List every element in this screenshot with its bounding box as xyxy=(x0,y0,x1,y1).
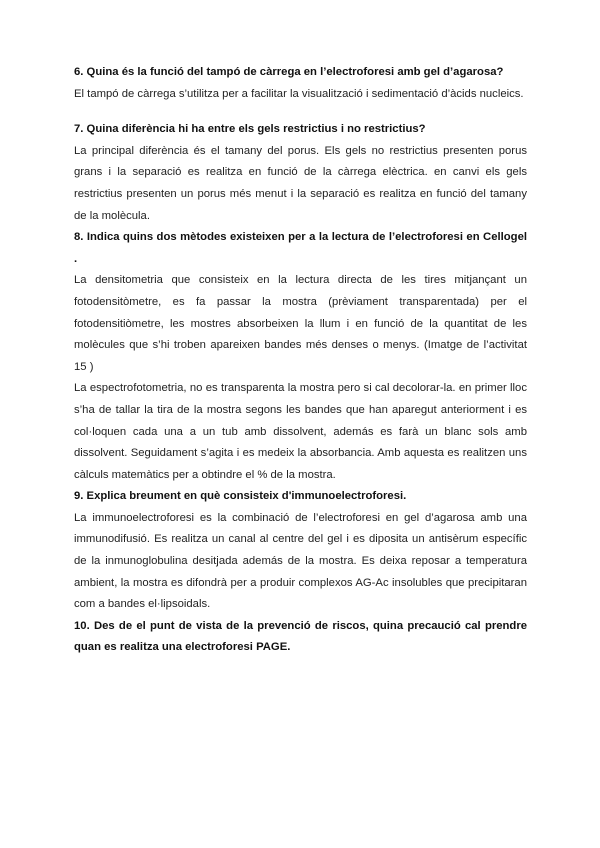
question-title: 6. Quina és la funció del tampó de càrrega en l’electroforesi amb gel d’agarosa? xyxy=(74,66,504,78)
question-title: 9. Explica breument en què consisteix d'immunoelectroforesi. xyxy=(74,490,407,503)
question-6 xyxy=(74,62,527,105)
section-spacer xyxy=(74,105,527,119)
answer-paragraph: La principal diferència és el tamany del porus. Els gels no restrictius presenten porus grans i la separació es realitza en funció de la càrrega elèctrica. en canvi els gels restrictius presenten un porus més menut i la separació es realitza en funció del tamany de la molècula. xyxy=(74,144,527,222)
question-10 xyxy=(74,616,527,659)
answer-paragraph: El tampó de càrrega s’utilitza per a facilitar la visualització i sedimentació d’àcids nucleics. xyxy=(74,87,524,100)
question-title: 8. Indica quins dos mètodes existeixen per a la lectura de l’electroforesi en Cellogel . xyxy=(74,231,527,265)
answer-paragraph: La immunoelectroforesi es la combinació de l’electroforesi en gel d’agarosa amb una immunodifusió. Es realitza un canal al centre del gel i es diposita un antisèrum específic de la inmunoglobulina desitjada además de la mostra. Es deixa reposar a temperatura ambient, la mostra es difondrà per a produir complexos AG-Ac insolubles que precipitaran com a bandes el·lipsoidals. xyxy=(74,511,527,611)
question-title: 7. Quina diferència hi ha entre els gels restrictius i no restrictius? xyxy=(74,123,426,136)
question-9 xyxy=(74,486,527,616)
answer-paragraph: La espectrofotometria, no es transparenta la mostra pero si cal decolorar-la. en primer lloc s’ha de tallar la tira de la mostra segons les bandes que han aparegut anteriorment i es col·loquen cada una a un tub amb dissolvent, además es farà un blanc sols amb dissolvent. Seguidament s’agita i es medeix la absorbancia. Amb aquesta es realitzen uns càlculs matemàtics per a obtindre el % de la mostra. xyxy=(74,382,527,481)
question-7 xyxy=(74,119,527,227)
document-page xyxy=(74,62,527,659)
question-8 xyxy=(74,227,527,486)
answer-paragraph: La densitometria que consisteix en la lectura directa de les tires mitjançant un fotodensitòmetre, es fa passar la mostra (prèviament transparentada) per el fotodensitiòmetre, les mostres absorbeixen la llum i en funció de la quantitat de les molècules que s’hi troben apareixen bandes més denses o menys. (Imatge de l’activitat 15 ) xyxy=(74,274,527,373)
question-title: 10. Des de el punt de vista de la prevenció de riscos, quina precaució cal prendre quan es realitza una electroforesi PAGE. xyxy=(74,619,527,654)
